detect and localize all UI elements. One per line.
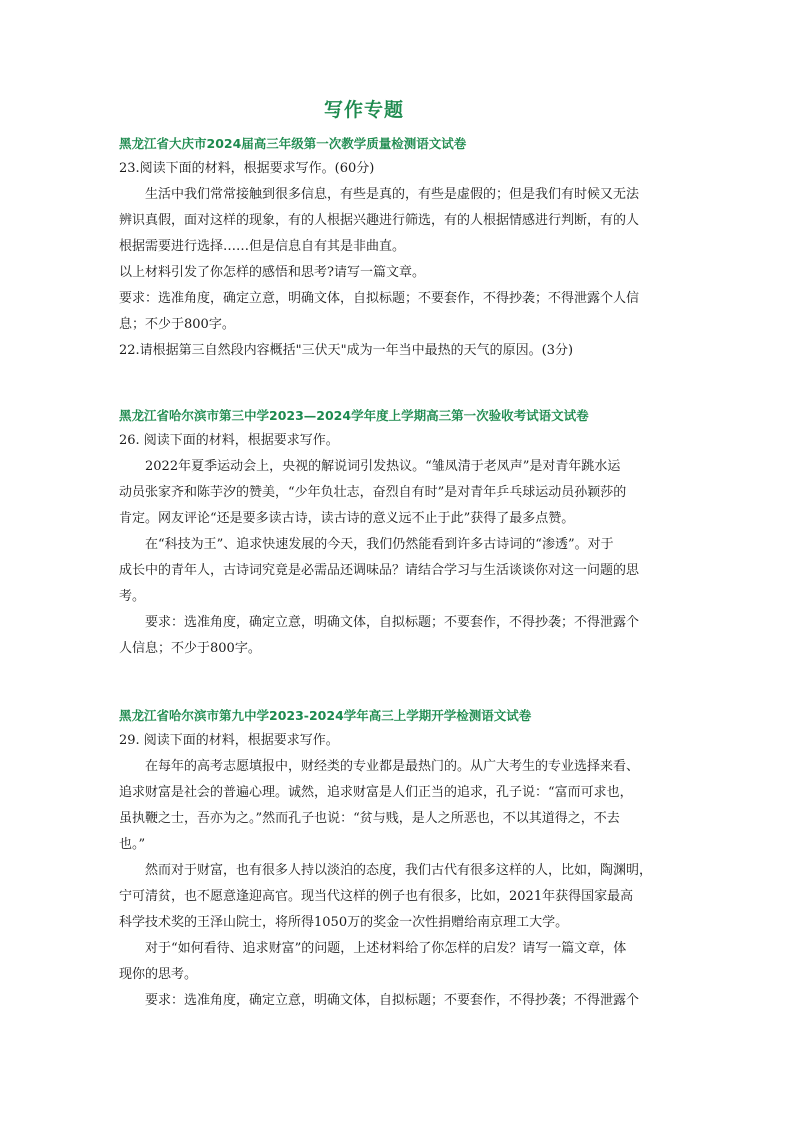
- material-line: 也。”: [119, 837, 146, 852]
- section-harbin-3rd: [119, 404, 679, 662]
- requirement-line: 息；不少于800字。: [119, 317, 235, 332]
- question-line: 26. 阅读下面的材料，根据要求写作。: [119, 433, 339, 448]
- material-line: 成长中的青年人，古诗词究竟是必需品还调味品？请结合学习与生活谈谈你对这一问题的思: [119, 563, 640, 578]
- prompt-line: 现你的思考。: [119, 967, 198, 982]
- material-line: 2022年夏季运动会上，央视的解说词引发热议。“雏凤清于老凤声”是对青年跳水运: [145, 459, 621, 474]
- extra-question-line: 22.请根据第三自然段内容概括"三伏天"成为一年当中最热的天气的原因。(3分): [119, 343, 574, 358]
- material-line: 科学技术奖的王泽山院士，将所得1050万的奖金一次性捐赠给南京理工大学。: [119, 915, 569, 930]
- source-heading: 黑龙江省哈尔滨市第三中学2023—2024学年度上学期高三第一次验收考试语文试卷: [119, 408, 589, 423]
- material-line: 生活中我们常常接触到很多信息，有些是真的，有些是虚假的；但是我们有时候又无法: [145, 187, 640, 202]
- prompt-line: 对于“如何看待、追求财富”的问题，上述材料给了你怎样的启发？请写一篇文章，体: [145, 941, 627, 956]
- material-line: 在每年的高考志愿填报中，财经类的专业都是最热门的。从广大考生的专业选择来看、: [145, 759, 640, 774]
- requirement-line: 要求：选准角度，确定立意，明确文体，自拟标题；不要套作，不得抄袭；不得泄露个人信: [119, 291, 640, 306]
- requirement-line: 要求：选准角度，确定立意，明确文体，自拟标题；不要套作，不得抄袭；不得泄露个: [145, 993, 640, 1008]
- section-daqing: [119, 132, 679, 364]
- section-harbin-9th: [119, 704, 679, 1014]
- requirement-line: 要求：选准角度，确定立意，明确文体，自拟标题；不要套作，不得抄袭；不得泄露个: [145, 615, 640, 630]
- prompt-line: 以上材料引发了你怎样的感悟和思考?请写一篇文章。: [119, 265, 425, 280]
- material-line: 追求财富是社会的普遍心理。诚然，追求财富是人们正当的追求，孔子说：“富而可求也，: [119, 785, 633, 800]
- question-line: 23.阅读下面的材料，根据要求写作。(60分): [119, 161, 375, 176]
- question-line: 29. 阅读下面的材料，根据要求写作。: [119, 733, 339, 748]
- material-line: 虽执鞭之士，吾亦为之。”然而孔子也说：“贫与贱，是人之所恶也，不以其道得之，不去: [119, 811, 620, 826]
- page-title: 写作专题: [323, 99, 404, 121]
- source-heading: 黑龙江省哈尔滨市第九中学2023-2024学年高三上学期开学检测语文试卷: [119, 708, 532, 723]
- material-line: 然而对于财富，也有很多人持以淡泊的态度，我们古代有很多这样的人，比如，陶渊明，: [145, 863, 653, 878]
- requirement-line: 人信息；不少于800字。: [119, 641, 261, 656]
- material-line: 宁可清贫，也不愿意逢迎高官。现当代这样的例子也有很多，比如，2021年获得国家最高: [119, 889, 634, 904]
- material-line: 根据需要进行选择……但是信息自有其是非曲直。: [119, 239, 406, 254]
- material-line: 肯定。网友评论“还是要多读古诗，读古诗的意义远不止于此”获得了最多点赞。: [119, 511, 575, 526]
- material-line: 考。: [119, 589, 146, 604]
- source-heading: 黑龙江省大庆市2024届高三年级第一次教学质量检测语文试卷: [119, 136, 467, 151]
- material-line: 动员张家齐和陈芋汐的赞美，“少年负壮志，奋烈自有时”是对青年乒乓球运动员孙颖莎的: [119, 485, 627, 500]
- material-line: 在“科技为王”、追求快速发展的今天，我们仍然能看到许多古诗词的“渗透”。对于: [145, 537, 614, 552]
- material-line: 辨识真假，面对这样的现象，有的人根据兴趣进行筛选，有的人根据情感进行判断，有的人: [119, 213, 640, 228]
